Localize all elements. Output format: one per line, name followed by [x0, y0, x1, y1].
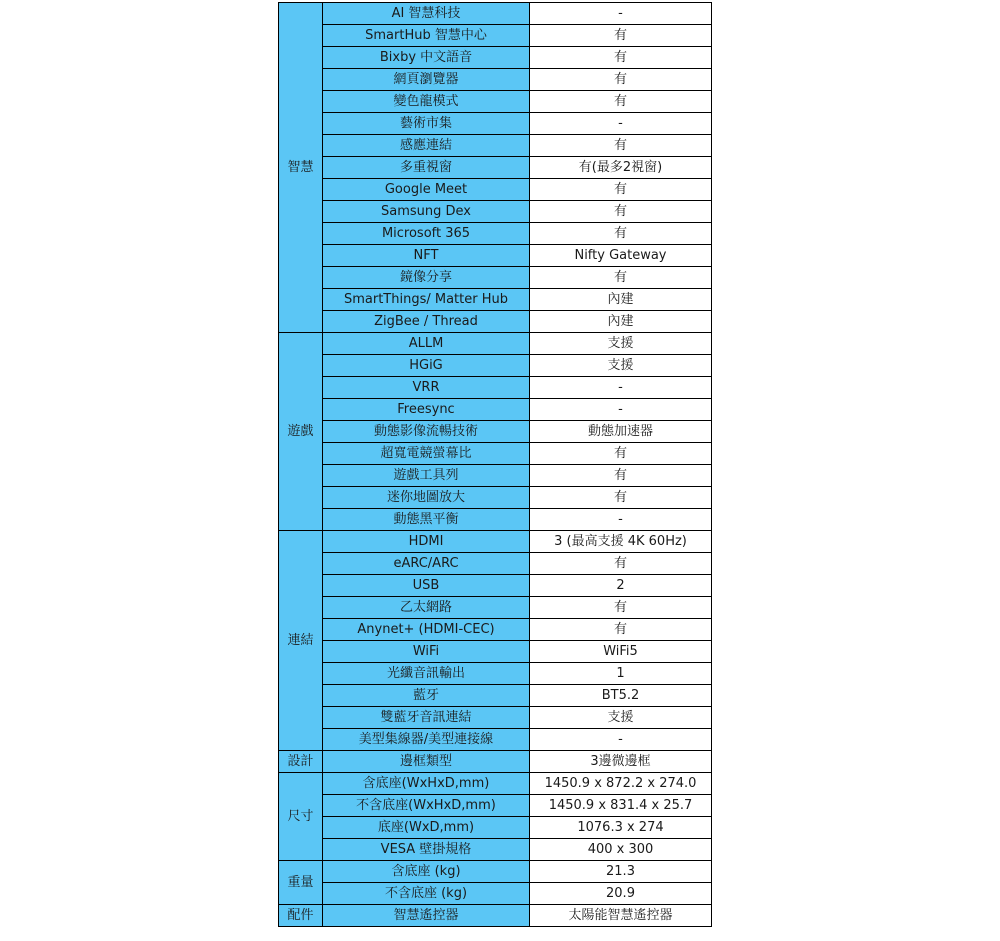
value-cell: 有 — [530, 201, 712, 223]
feature-cell: 動態黑平衡 — [323, 509, 530, 531]
feature-cell: eARC/ARC — [323, 553, 530, 575]
feature-cell: SmartThings/ Matter Hub — [323, 289, 530, 311]
feature-cell: Samsung Dex — [323, 201, 530, 223]
spec-table-body — [279, 3, 712, 927]
category-cell: 設計 — [279, 751, 323, 773]
feature-cell: 含底座 (kg) — [323, 861, 530, 883]
feature-cell: 美型集線器/美型連接線 — [323, 729, 530, 751]
feature-cell: 邊框類型 — [323, 751, 530, 773]
feature-cell: VRR — [323, 377, 530, 399]
feature-cell: VESA 壁掛規格 — [323, 839, 530, 861]
feature-cell: 變色龍模式 — [323, 91, 530, 113]
spec-row — [279, 905, 712, 927]
spec-row — [279, 69, 712, 91]
spec-row — [279, 223, 712, 245]
value-cell: Nifty Gateway — [530, 245, 712, 267]
feature-cell: 藍牙 — [323, 685, 530, 707]
spec-row — [279, 817, 712, 839]
spec-row — [279, 399, 712, 421]
category-cell: 重量 — [279, 861, 323, 905]
feature-cell: Anynet+ (HDMI-CEC) — [323, 619, 530, 641]
spec-table — [278, 2, 712, 927]
feature-cell: SmartHub 智慧中心 — [323, 25, 530, 47]
feature-cell: 底座(WxD,mm) — [323, 817, 530, 839]
spec-row — [279, 465, 712, 487]
value-cell: - — [530, 509, 712, 531]
feature-cell: 感應連結 — [323, 135, 530, 157]
feature-cell: 雙藍牙音訊連結 — [323, 707, 530, 729]
value-cell: 1450.9 x 872.2 x 274.0 — [530, 773, 712, 795]
value-cell: WiFi5 — [530, 641, 712, 663]
feature-cell: 光纖音訊輸出 — [323, 663, 530, 685]
spec-row — [279, 795, 712, 817]
feature-cell: HGiG — [323, 355, 530, 377]
spec-row — [279, 135, 712, 157]
value-cell: 1 — [530, 663, 712, 685]
category-cell: 配件 — [279, 905, 323, 927]
value-cell: 有 — [530, 597, 712, 619]
value-cell: 有 — [530, 25, 712, 47]
value-cell: 內建 — [530, 289, 712, 311]
feature-cell: 動態影像流暢技術 — [323, 421, 530, 443]
value-cell: 2 — [530, 575, 712, 597]
spec-row — [279, 201, 712, 223]
value-cell: - — [530, 3, 712, 25]
spec-row — [279, 311, 712, 333]
feature-cell: HDMI — [323, 531, 530, 553]
feature-cell: 乙太網路 — [323, 597, 530, 619]
spec-row — [279, 531, 712, 553]
spec-row — [279, 25, 712, 47]
spec-row — [279, 685, 712, 707]
feature-cell: 遊戲工具列 — [323, 465, 530, 487]
feature-cell: USB — [323, 575, 530, 597]
value-cell: 支援 — [530, 707, 712, 729]
value-cell: 有 — [530, 69, 712, 91]
value-cell: 有 — [530, 553, 712, 575]
spec-row — [279, 443, 712, 465]
feature-cell: Freesync — [323, 399, 530, 421]
value-cell: 400 x 300 — [530, 839, 712, 861]
spec-row — [279, 773, 712, 795]
feature-cell: ALLM — [323, 333, 530, 355]
spec-row — [279, 839, 712, 861]
value-cell: 有 — [530, 619, 712, 641]
feature-cell: Microsoft 365 — [323, 223, 530, 245]
value-cell: 有 — [530, 465, 712, 487]
category-cell: 遊戲 — [279, 333, 323, 531]
spec-row — [279, 355, 712, 377]
spec-row — [279, 47, 712, 69]
value-cell: 21.3 — [530, 861, 712, 883]
spec-row — [279, 663, 712, 685]
spec-row — [279, 575, 712, 597]
feature-cell: 不含底座(WxHxD,mm) — [323, 795, 530, 817]
value-cell: BT5.2 — [530, 685, 712, 707]
value-cell: 20.9 — [530, 883, 712, 905]
feature-cell: 智慧遙控器 — [323, 905, 530, 927]
value-cell: - — [530, 113, 712, 135]
spec-row — [279, 179, 712, 201]
spec-row — [279, 333, 712, 355]
value-cell: - — [530, 729, 712, 751]
feature-cell: WiFi — [323, 641, 530, 663]
spec-row — [279, 157, 712, 179]
value-cell: 有 — [530, 91, 712, 113]
value-cell: 1450.9 x 831.4 x 25.7 — [530, 795, 712, 817]
spec-row — [279, 91, 712, 113]
spec-row — [279, 377, 712, 399]
feature-cell: Google Meet — [323, 179, 530, 201]
spec-row — [279, 487, 712, 509]
value-cell: 有 — [530, 487, 712, 509]
spec-row — [279, 751, 712, 773]
value-cell: - — [530, 377, 712, 399]
feature-cell: AI 智慧科技 — [323, 3, 530, 25]
spec-row — [279, 509, 712, 531]
spec-row — [279, 421, 712, 443]
value-cell: 3 (最高支援 4K 60Hz) — [530, 531, 712, 553]
value-cell: 動態加速器 — [530, 421, 712, 443]
spec-row — [279, 289, 712, 311]
value-cell: 有 — [530, 135, 712, 157]
spec-row — [279, 619, 712, 641]
value-cell: 有 — [530, 443, 712, 465]
value-cell: 支援 — [530, 333, 712, 355]
value-cell: 3邊微邊框 — [530, 751, 712, 773]
category-cell: 尺寸 — [279, 773, 323, 861]
feature-cell: 迷你地圖放大 — [323, 487, 530, 509]
spec-row — [279, 707, 712, 729]
feature-cell: 超寬電競螢幕比 — [323, 443, 530, 465]
spec-row — [279, 245, 712, 267]
feature-cell: 藝術市集 — [323, 113, 530, 135]
spec-row — [279, 267, 712, 289]
feature-cell: 鏡像分享 — [323, 267, 530, 289]
feature-cell: 網頁瀏覽器 — [323, 69, 530, 91]
feature-cell: 不含底座 (kg) — [323, 883, 530, 905]
feature-cell: 多重視窗 — [323, 157, 530, 179]
value-cell: 1076.3 x 274 — [530, 817, 712, 839]
spec-row — [279, 641, 712, 663]
spec-row — [279, 729, 712, 751]
spec-row — [279, 597, 712, 619]
value-cell: 有 — [530, 47, 712, 69]
value-cell: 支援 — [530, 355, 712, 377]
spec-row — [279, 113, 712, 135]
spec-row — [279, 861, 712, 883]
feature-cell: Bixby 中文語音 — [323, 47, 530, 69]
feature-cell: NFT — [323, 245, 530, 267]
value-cell: 有 — [530, 267, 712, 289]
value-cell: 內建 — [530, 311, 712, 333]
value-cell: 有 — [530, 179, 712, 201]
feature-cell: ZigBee / Thread — [323, 311, 530, 333]
feature-cell: 含底座(WxHxD,mm) — [323, 773, 530, 795]
spec-row — [279, 553, 712, 575]
value-cell: 有(最多2視窗) — [530, 157, 712, 179]
value-cell: - — [530, 399, 712, 421]
category-cell: 智慧 — [279, 3, 323, 333]
value-cell: 太陽能智慧遙控器 — [530, 905, 712, 927]
value-cell: 有 — [530, 223, 712, 245]
spec-row — [279, 883, 712, 905]
spec-row — [279, 3, 712, 25]
category-cell: 連結 — [279, 531, 323, 751]
